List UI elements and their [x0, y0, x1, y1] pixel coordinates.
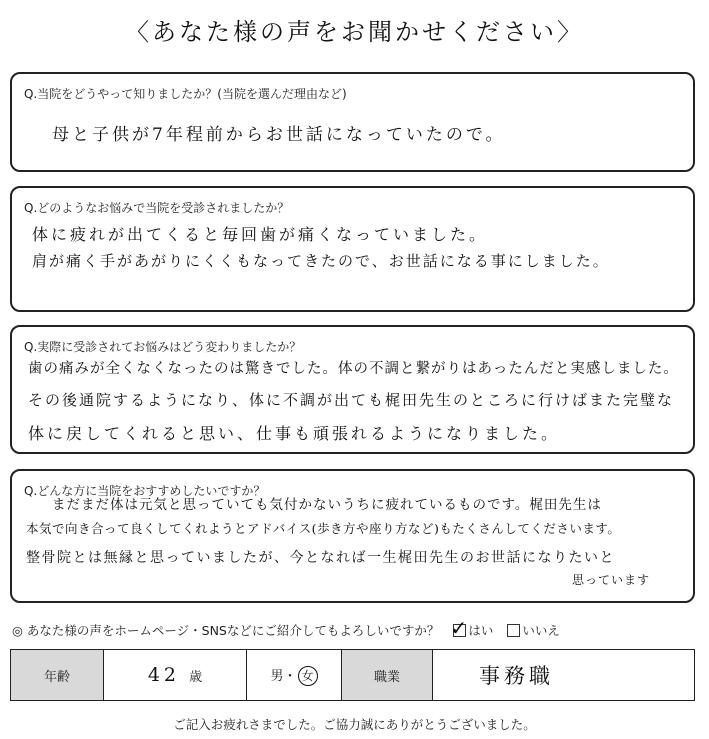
answer-line: その後通院するようになり、体に不調が出ても梶田先生のところに行けばまた完璧な	[28, 391, 675, 409]
answer-line: 本気で向き合って良くしてくれようとアドバイス(歩き方や座り方など)もたくさんしてくださいます。	[26, 521, 621, 536]
answer-line: 母と子供が7年程前からお世話になっていたので。	[52, 125, 506, 145]
answer-line: 肩が痛く手があがりにくくもなってきたので、お世話になる事にしました。	[32, 252, 610, 270]
consent-no-label: いいえ	[522, 623, 560, 638]
respondent-info-table	[10, 649, 695, 701]
consent-question: ◎ あなた様の声をホームページ・SNSなどにご紹介してもよろしいですか？	[12, 623, 440, 638]
consent-no-option[interactable]	[507, 623, 560, 638]
page-title: 〈あなた様の声をお聞かせください〉	[125, 18, 584, 46]
gender-male-option[interactable]: 男	[270, 668, 284, 684]
age-unit: 歳	[189, 670, 203, 685]
question-label: Q.どのようなお悩みで当院を受診されましたか？	[24, 201, 290, 215]
question-box-1	[10, 72, 695, 172]
gender-female-option[interactable]: 女	[298, 666, 318, 686]
job-cell	[433, 650, 695, 701]
question-label: Q.実際に受診されてお悩みはどう変わりましたか？	[24, 340, 302, 354]
answer-line: 体に疲れが出てくると毎回歯が痛くなっていました。	[32, 225, 489, 244]
consent-no-checkbox[interactable]	[507, 624, 520, 637]
question-label: Q.どんな方に当院をおすすめしたいですか？	[24, 484, 266, 498]
answer-line: まだまだ体は元気と思っていても気付かないうちに疲れているものです。梶田先生は	[52, 497, 602, 513]
age-cell	[104, 650, 247, 701]
consent-yes-option[interactable]	[450, 616, 497, 640]
age-label: 年齢	[11, 650, 104, 701]
gender-cell	[247, 650, 342, 701]
question-label: Q.当院をどうやって知りましたか？(当院を選んだ理由など)	[24, 87, 347, 101]
answer-line: 体に戻してくれると思い、仕事も頑張れるようになりました。	[28, 424, 561, 443]
age-value: 42	[147, 664, 181, 686]
consent-yes-checkbox[interactable]	[450, 616, 468, 640]
consent-yes-label: はい	[468, 623, 494, 638]
sns-consent	[12, 616, 560, 640]
answer-line: 整骨院とは無縁と思っていましたが、今となれば一生梶田先生のお世話になりたいと	[26, 550, 615, 566]
question-box-2	[10, 186, 695, 312]
answer-line: 思っています	[572, 573, 651, 587]
gender-separator: ・	[283, 668, 297, 684]
job-label: 職業	[342, 650, 433, 701]
check-icon: ✓	[450, 616, 468, 640]
answer-line: 歯の痛みが全くなくなったのは驚きでした。体の不調と繋がりはあったんだと実感しました。	[28, 361, 679, 377]
question-box-3	[10, 325, 695, 454]
question-box-4	[10, 469, 695, 603]
footer-thanks: ご記入お疲れさまでした。ご協力誠にありがとうございました。	[173, 717, 536, 732]
job-value: 事務職	[479, 664, 554, 688]
